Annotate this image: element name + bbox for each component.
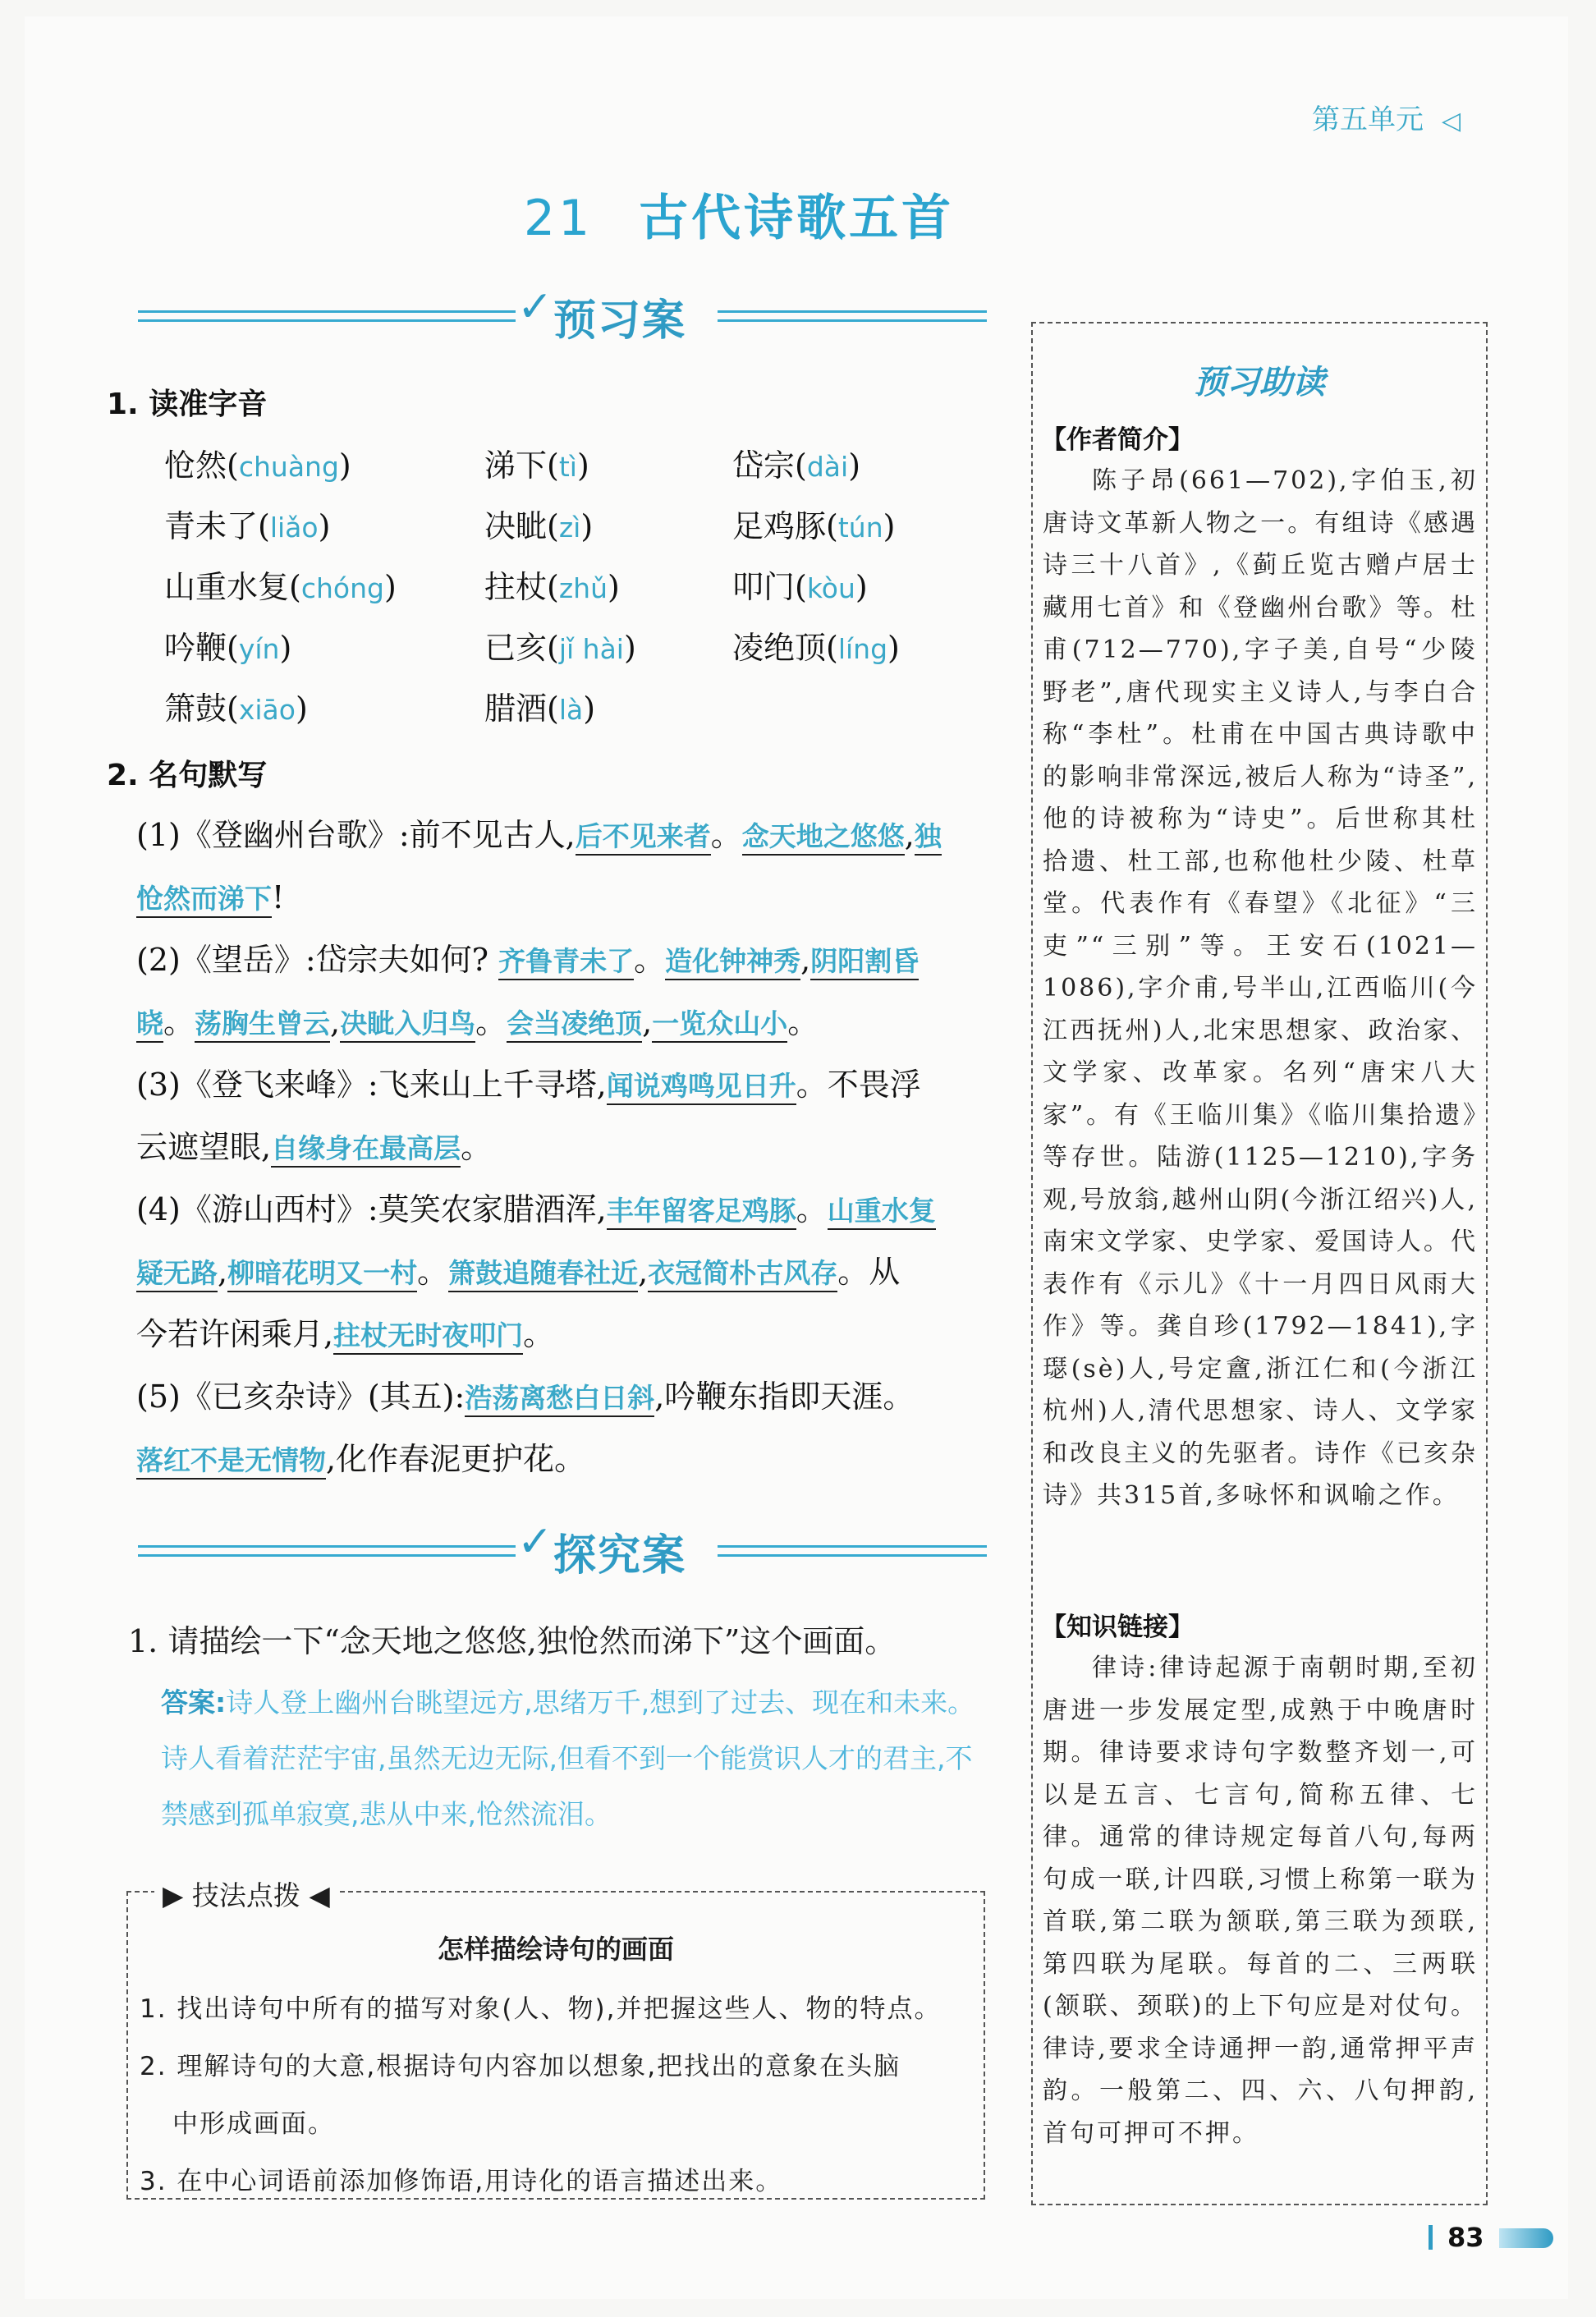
preview-section-header: ✓ 预习案 [113,286,1000,343]
explore-question: 1. 请描绘一下“念天地之悠悠,独怆然而涕下”这个画面。 [128,1623,897,1659]
tips-tag: ▶ 技法点拨 ◀ [154,1874,338,1913]
author-category: 【作者简介】 [1041,425,1194,455]
knowledge-text: 律诗:律诗起源于南朝时期,至初唐进一步发展定型,成熟于中晚唐时期。律诗要求诗句字数整齐划一,可以是五言、七言句,简称五律、七律。通常的律诗规定每首八句,每两句成一联,计四联,习惯上称第一联为首联,第二联为颔联,第三联为颈联,第四联为尾联。每首的二、三两联(颔联、颈联)的上下句应是对仗句。律诗,要求全诗通押一韵,通常押平声韵。一般第二、四、六、八句押韵,首句可押可不押。 [1043,1654,1478,2148]
vocab-item: 青未了(liǎo) [164,508,331,544]
vocab-item: 已亥(jǐ hài) [484,630,636,666]
tips-line: 3. 在中心词语前添加修饰语,用诗化的语言描述出来。 [140,2167,783,2196]
tips-line: 中形成画面。 [172,2109,335,2139]
unit-label: 第五单元 ◁ [1312,103,1461,136]
vocab-item: 箫鼓(xiāo) [164,691,308,727]
dictation-block: (1)《登幽州台歌》:前不见古人,后不见来者。念天地之悠悠,独 怆然而涕下! (2)《望岳》:岱宗夫如何? 齐鲁青未了。造化钟神秀,阴阳割昏 晓。荡胸生曾云,决眦入归鸟。会当凌绝顶,一览众山小。 (3)《登飞来峰》:飞来山上千寻塔,闻说鸡鸣见日升。不畏浮 云遮望眼,自缘身在最高层。 (4)《游山西村》:莫笑农家腊酒浑,丰年留客足鸡豚。山重水复 疑无路,柳暗花明又一村。箫鼓追随春社近,衣冠简朴古风存。从 今若许闲乘月,拄杖无时夜叩门。 (5)《已亥杂诗》(其五):浩荡离愁白日斜,吟鞭东指即天涯。 落红不是无情物,化作春泥更护花。 [136,805,990,1491]
triangle-icon: ◁ [1442,107,1461,135]
dictation-heading: 2. 名句默写 [107,759,268,792]
vocab-item: 凌绝顶(líng) [732,630,900,666]
tips-box [126,1879,985,2200]
vocab-item: 腊酒(là) [484,691,596,727]
vocab-item: 决眦(zì) [484,508,594,544]
explore-section-header: ✓ 探究案 [113,1521,1000,1578]
lesson-title: 21 古代诗歌五首 [523,190,955,247]
vocab-item: 叩门(kòu) [732,569,868,605]
textbook-page [25,16,1568,2299]
vocab-item: 涕下(tì) [484,447,589,484]
vocab-item: 拄杖(zhǔ) [484,569,620,605]
tips-line: 1. 找出诗句中所有的描写对象(人、物),并把握这些人、物的特点。 [140,1994,942,2024]
vocab-item: 足鸡豚(tún) [732,508,896,544]
tips-line: 2. 理解诗句的大意,根据诗句内容加以想象,把找出的意象在头脑 [140,2052,901,2081]
check-icon: ✓ [517,1517,553,1567]
tips-title: 怎样描绘诗句的画面 [437,1934,674,1965]
vocab-item: 岱宗(dài) [732,447,861,484]
knowledge-category: 【知识链接】 [1041,1613,1194,1642]
vocab-item: 怆然(chuàng) [164,447,351,484]
explore-answer: 答案:诗人登上幽州台眺望远方,思绪万千,想到了过去、现在和未来。诗人看着茫茫宇宙,虽然无边无际,但看不到一个能赏识人才的君主,不禁感到孤单寂寞,悲从中来,怆然流泪。 [161,1686,975,1830]
page-number: 83 [1429,2222,1553,2253]
reading-heading: 1. 读准字音 [107,388,268,421]
vocab-item: 吟鞭(yín) [164,630,292,666]
sidebar-heading: 预习助读 [1194,364,1325,401]
author-text: 陈子昂(661—702),字伯玉,初唐诗文革新人物之一。有组诗《感遇诗三十八首》,《蓟丘览古赠卢居士藏用七首》和《登幽州台歌》等。杜甫(712—770),字子美,自号“少陵野老”,唐代现实主义诗人,与李白合称“李杜”。杜甫在中国古典诗歌中的影响非常深远,被后人称为“诗圣”,他的诗被称为“诗史”。后世称其杜拾遗、杜工部,也称他杜少陵、杜草堂。代表作有《春望》《北征》“三吏”“三别”等。王安石(1021—1086),字介甫,号半山,江西临川(今江西抚州)人,北宋思想家、政治家、文学家、改革家。名列“唐宋八大家”。有《王临川集》《临川集拾遗》等存世。陆游(1125—1210),字务观,号放翁,越州山阴(今浙江绍兴)人,南宋文学家、史学家、爱国诗人。代表作有《示儿》《十一月四日风雨大作》等。龚自珍(1792—1841),字璱(sè)人,号定盦,浙江仁和(今浙江杭州)人,清代思想家、诗人、文学家和改良主义的先驱者。诗作《已亥杂诗》共315首,多咏怀和讽喻之作。 [1043,466,1478,1510]
vocab-item: 山重水复(chóng) [164,569,397,605]
check-icon: ✓ [517,282,553,332]
preview-help-sidebar [1031,322,1488,2205]
arrow-icon [1499,2228,1553,2248]
